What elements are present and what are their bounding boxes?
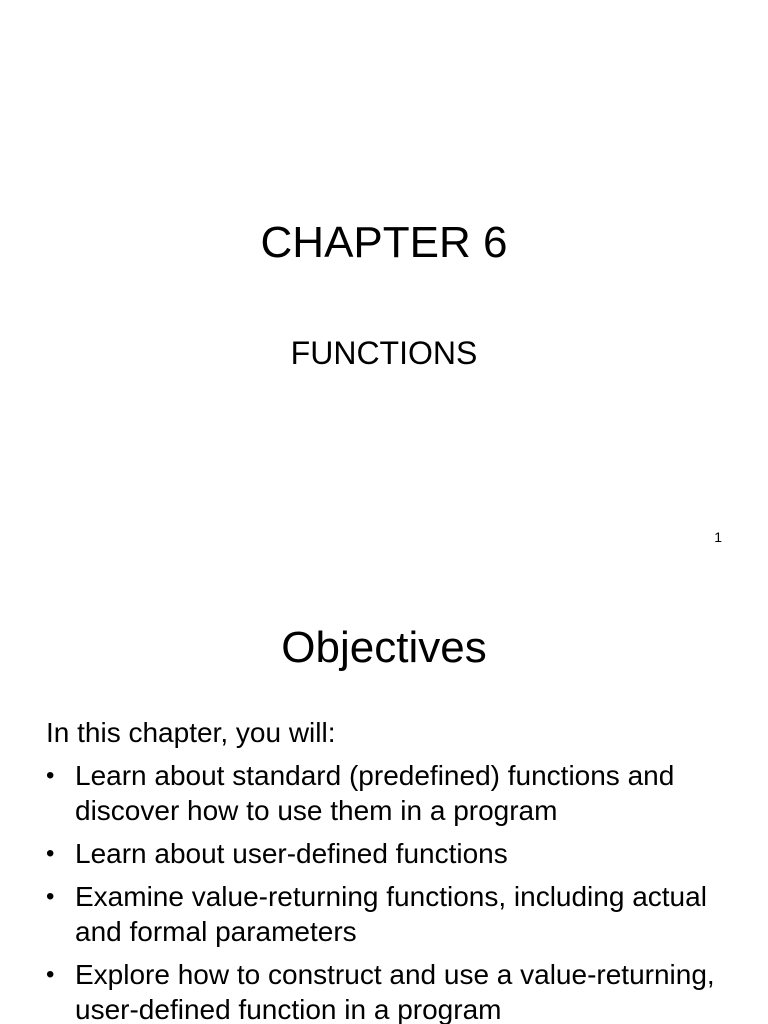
bullet-text: Learn about standard (predefined) functions and discover how to use them in a program	[75, 760, 675, 826]
chapter-subtitle: FUNCTIONS	[290, 335, 478, 371]
bullet-icon: •	[46, 883, 55, 910]
list-item	[46, 879, 736, 949]
list-item	[46, 957, 736, 1024]
objectives-body	[46, 715, 736, 1024]
bullet-icon: •	[46, 840, 55, 867]
slide-number: 1	[714, 529, 722, 545]
chapter-title: CHAPTER 6	[260, 218, 508, 267]
bullet-text: Explore how to construct and use a value-returning, user-defined function in a program	[75, 959, 715, 1024]
bullet-icon: •	[46, 762, 55, 789]
bullet-list	[46, 758, 736, 1024]
list-item	[46, 836, 736, 871]
intro-line: In this chapter, you will:	[46, 717, 336, 748]
list-item	[46, 758, 736, 828]
bullet-icon: •	[46, 961, 55, 988]
bullet-text: Learn about user-defined functions	[75, 838, 508, 869]
slide-2	[0, 576, 768, 1024]
bullet-text: Examine value-returning functions, including actual and formal parameters	[75, 881, 707, 947]
objectives-title: Objectives	[281, 623, 487, 672]
